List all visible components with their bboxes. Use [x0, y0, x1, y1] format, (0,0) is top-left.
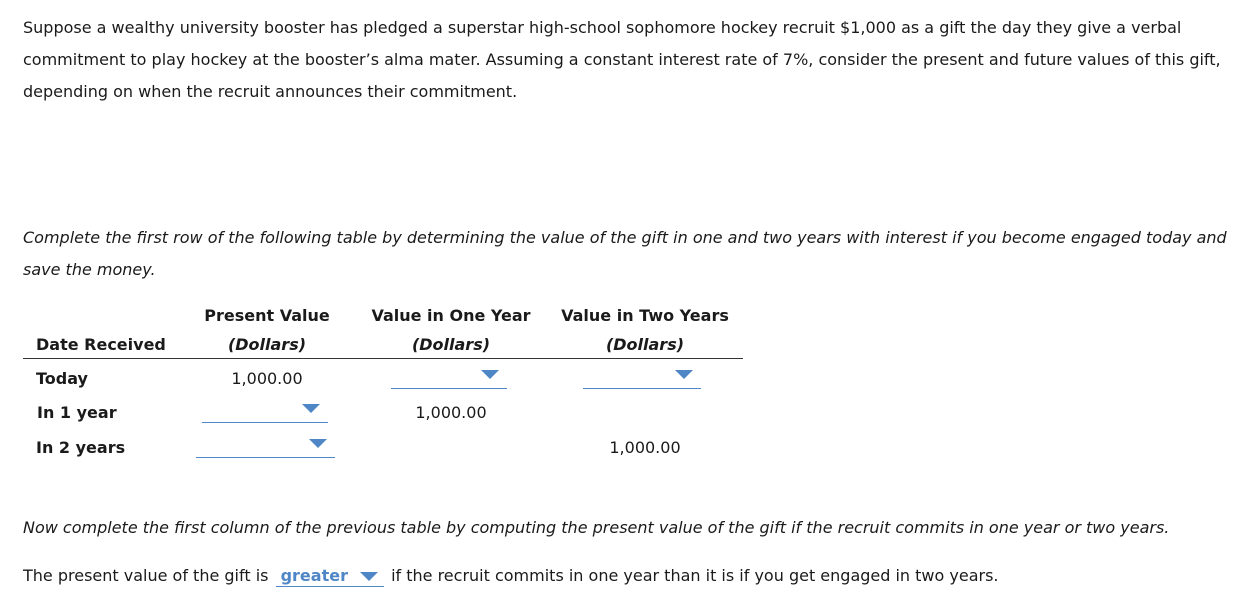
final-text-before: The present value of the gift is	[23, 566, 269, 585]
header-value-one-year: Value in One Year	[371, 306, 531, 325]
row-label-in-2-years: In 2 years	[36, 438, 126, 457]
instruction-first-row: Complete the first row of the following table by determining the value of the gift in one and two years with interest if you become engaged today and save the money.	[23, 228, 1227, 279]
chevron-down-icon	[309, 439, 327, 448]
problem-intro: Suppose a wealthy university booster has pledged a superstar high-school sophomore hockey recruit $1,000 as a gift the day they give a verbal commitment to play hockey at the booster’s alma mater. Assuming a constant interest rate of 7%, consider the present and future values of this gift, depending on when the recruit announces their commitment.	[23, 18, 1221, 101]
row-label-in-1-year: In 1 year	[37, 403, 117, 422]
header-unit-one-year: (Dollars)	[411, 335, 491, 354]
value-table	[23, 300, 743, 480]
in-1-year-one-year-value: 1,000.00	[415, 403, 487, 422]
final-statement	[23, 560, 999, 592]
instruction-first-column: Now complete the first column of the previous table by computing the present value of the gift if the recruit commits in one year or two years.	[23, 518, 1170, 537]
header-date-received: Date Received	[36, 335, 166, 354]
today-two-years-dropdown[interactable]	[583, 366, 701, 389]
today-one-year-dropdown[interactable]	[391, 366, 507, 389]
header-divider	[23, 358, 743, 359]
header-present-value: Present Value	[204, 306, 330, 325]
row-label-today: Today	[36, 369, 88, 388]
header-unit-two-years: (Dollars)	[605, 335, 685, 354]
final-text-after: if the recruit commits in one year than it is if you get engaged in two years.	[391, 566, 999, 585]
chevron-down-icon	[675, 370, 693, 379]
comparison-dropdown[interactable]	[276, 566, 384, 587]
in-2-years-present-dropdown[interactable]	[196, 435, 335, 458]
today-present-value: 1,000.00	[231, 369, 303, 388]
in-1-year-present-dropdown[interactable]	[202, 400, 328, 423]
header-unit-present: (Dollars)	[227, 335, 307, 354]
in-2-years-two-years-value: 1,000.00	[609, 438, 681, 457]
chevron-down-icon	[481, 370, 499, 379]
chevron-down-icon	[302, 404, 320, 413]
comparison-selected-value: greater	[280, 566, 348, 585]
chevron-down-icon	[360, 572, 378, 581]
header-value-two-years: Value in Two Years	[561, 306, 729, 325]
